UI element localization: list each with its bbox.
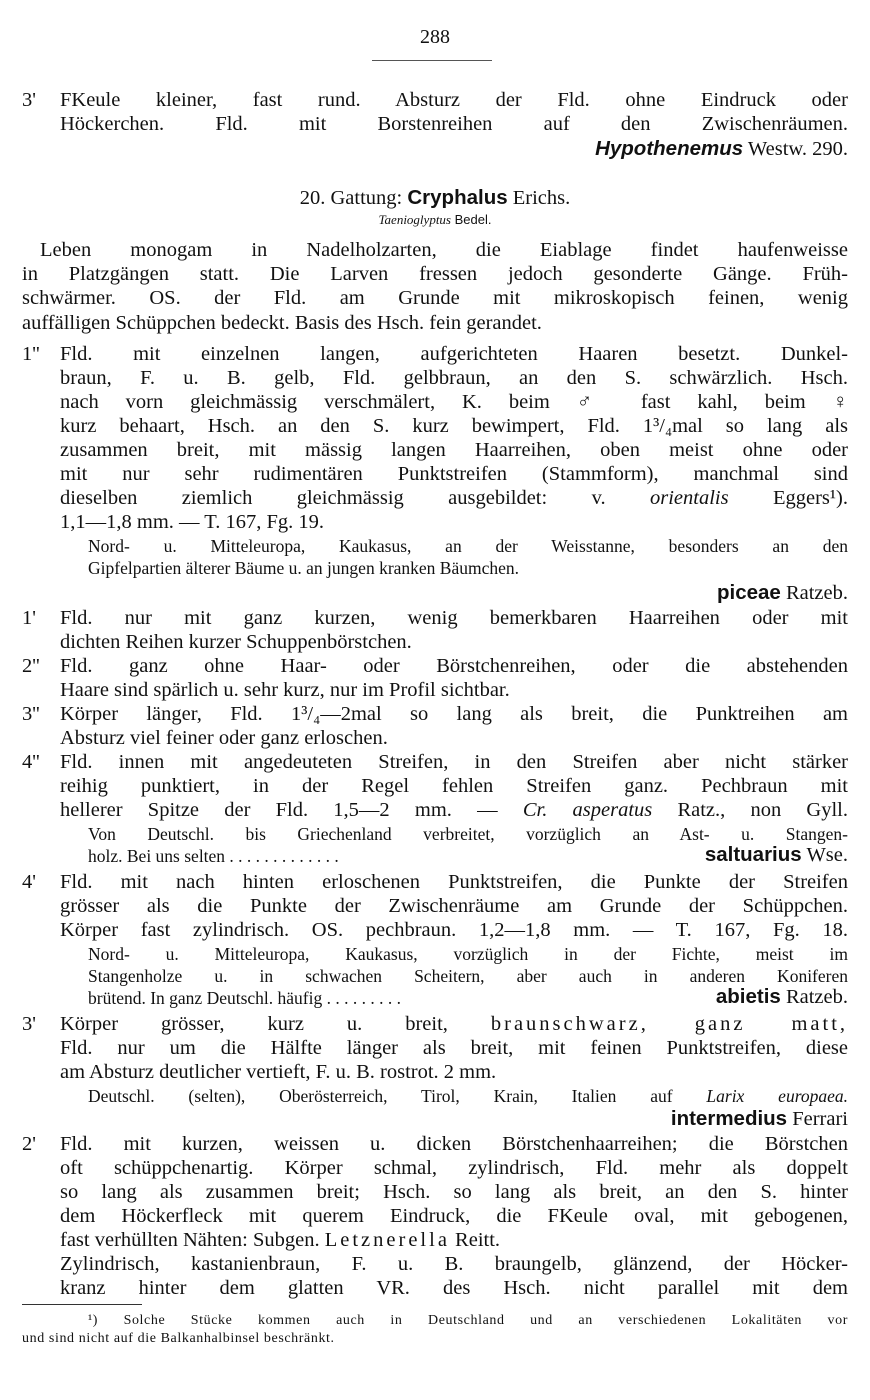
intro-line-1: Leben monogam in Nadelholzarten, die Eiablage findet haufenweisse	[40, 239, 848, 261]
couplet-1a-line-4: kurz behaart, Hsch. an den S. kurz bewimpert, Fld. 1³/₄mal so lang als	[60, 415, 848, 437]
couplet-3a-line-2: Höckerchen. Fld. mit Borstenreihen auf den Zwischenräumen.	[60, 113, 848, 135]
couplet-4a-line-1: 4'' Fld. innen mit angedeuteten Streifen, in den Streifen aber nicht stärker	[22, 751, 848, 773]
couplet-4a-line-3: hellerer Spitze der Fld. 1,5—2 mm. — Cr. asperatus Ratz., non Gyll.	[60, 799, 849, 821]
intro-line-4: auffälligen Schüppchen bedeckt. Basis des Hsch. fein gerandet.	[22, 312, 542, 334]
species-piceae: piceae Ratzeb.	[717, 581, 848, 604]
distribution-saltuarius-1: Von Deutschl. bis Griechenland verbreitet, vorzüglich an Ast- u. Stangen-	[88, 824, 848, 844]
footnote-line-2: und sind nicht auf die Balkanhalbinsel beschränkt.	[22, 1331, 335, 1346]
couplet-2b-line-7: kranz hinter dem glatten VR. des Hsch. nicht parallel mit dem	[60, 1277, 848, 1299]
distribution-abietis-3: brütend. In ganz Deutschl. häufig . . . . . . . . .	[88, 988, 401, 1008]
couplet-1a-line-5: zusammen breit, mit mässig langen Haarreihen, oben meist ohne oder	[60, 439, 848, 461]
distribution-piceae-2: Gipfelpartien älterer Bäume u. an jungen kranken Bäumchen.	[88, 558, 520, 578]
couplet-1a-line-3: nach vorn gleichmässig verschmälert, K. beim ♂ fast kahl, beim ♀	[60, 391, 848, 413]
couplet-4a-line-2: reihig punktiert, in der Regel fehlen Streifen ganz. Pechbraun mit	[60, 775, 848, 797]
distribution-abietis-1: Nord- u. Mitteleuropa, Kaukasus, vorzüglich in der Fichte, meist im	[88, 944, 848, 964]
distribution-intermedius: Deutschl. (selten), Oberösterreich, Tirol, Krain, Italien auf Larix europaea.	[88, 1086, 848, 1106]
couplet-1a-line-8: 1,1—1,8 mm. — T. 167, Fg. 19.	[60, 511, 325, 533]
couplet-2b-line-1: 2' Fld. mit kurzen, weissen u. dicken Börstchenhaarreihen; die Börstchen	[22, 1133, 848, 1155]
intro-line-3: schwärmer. OS. der Fld. am Grunde mit mikroskopisch feinen, wenig	[22, 287, 848, 309]
couplet-1a-line-6: mit nur sehr rudimentären Punktstreifen (Stammform), manchmal sind	[60, 463, 848, 485]
couplet-3a-line-1: 3' FKeule kleiner, fast rund. Absturz der Fld. ohne Eindruck oder	[22, 89, 848, 111]
couplet-3c-line-3: am Absturz deutlicher vertieft, F. u. B. rostrot. 2 mm.	[60, 1061, 497, 1083]
species-abietis: abietis Ratzeb.	[715, 985, 848, 1008]
couplet-4b-line-2: grösser als die Punkte der Zwischenräume am Grunde der Schüppchen.	[60, 895, 848, 917]
distribution-abietis-2: Stangenholze u. in schwachen Scheitern, aber auch in anderen Koniferen	[88, 966, 848, 986]
species-name: saltuarius	[704, 843, 802, 866]
footnote-rule	[22, 1304, 142, 1305]
genus-name: Hypothenemus	[595, 137, 744, 160]
footnote-line-1: ¹) Solche Stücke kommen auch in Deutschland und an verschiedenen Lokalitäten vor	[88, 1313, 848, 1328]
couplet-2b-line-5: fast verhüllten Nähten: Subgen. Letznerella Reitt.	[60, 1229, 501, 1251]
genus-heading-name: Cryphalus	[407, 186, 508, 209]
couplet-3b-line-1: 3'' Körper länger, Fld. 1³/₄—2mal so lang als breit, die Punktreihen am	[22, 703, 848, 725]
species-intermedius: intermedius Ferrari	[670, 1107, 848, 1130]
couplet-4b-line-1: 4' Fld. mit nach hinten erloschenen Punktstreifen, die Punkte der Streifen	[22, 871, 848, 893]
synonym-name: Cr. asperatus	[522, 799, 653, 821]
couplet-3c-line-1: 3' Körper grösser, kurz u. breit, braunschwarz, ganz matt,	[22, 1013, 849, 1035]
couplet-2b-line-2: oft schüppchenartig. Körper schmal, zylindrisch, Fld. mehr als doppelt	[60, 1157, 848, 1179]
header-rule	[372, 60, 492, 61]
couplet-2b-line-3: so lang als zusammen breit; Hsch. so lang als breit, an den S. hinter	[60, 1181, 848, 1203]
couplet-2b-line-4: dem Höckerfleck mit querem Eindruck, die FKeule oval, mit gebogenen,	[60, 1205, 848, 1227]
genus-author: Westw. 290.	[743, 138, 848, 160]
genus-synonym: Taenioglyptus Bedel.	[378, 212, 492, 227]
page-number: 288	[420, 26, 450, 48]
variety-name: orientalis	[650, 487, 729, 509]
species-name: abietis	[715, 985, 781, 1008]
couplet-1a-line-2: braun, F. u. B. gelb, Fld. gelbbraun, an den S. schwärzlich. Hsch.	[60, 367, 848, 389]
couplet-3b-line-2: Absturz viel feiner oder ganz erloschen.	[60, 727, 388, 749]
couplet-2b-line-6: Zylindrisch, kastanienbraun, F. u. B. braungelb, glänzend, der Höcker-	[60, 1253, 848, 1275]
host-plant-name: Larix europaea.	[706, 1086, 848, 1106]
genus-heading: 20. Gattung: Cryphalus Erichs.	[299, 186, 571, 209]
distribution-piceae-1: Nord- u. Mitteleuropa, Kaukasus, an der Weisstanne, besonders an den	[88, 536, 848, 556]
couplet-1b-line-2: dichten Reihen kurzer Schuppenbörstchen.	[60, 631, 412, 653]
species-name: intermedius	[670, 1107, 788, 1130]
couplet-1b-line-1: 1' Fld. nur mit ganz kurzen, wenig bemerkbaren Haarreihen oder mit	[22, 607, 848, 629]
spaced-text: braunschwarz, ganz matt,	[490, 1013, 849, 1035]
couplet-2a-line-2: Haare sind spärlich u. sehr kurz, nur im Profil sichtbar.	[60, 679, 510, 701]
species-name: piceae	[717, 581, 781, 604]
subgenus-name: Letznerella	[324, 1229, 450, 1251]
intro-line-2: in Platzgängen statt. Die Larven fressen jedoch gesonderte Gänge. Früh-	[22, 263, 848, 285]
couplet-1a-line-1: 1'' Fld. mit einzelnen langen, aufgerichteten Haaren besetzt. Dunkel-	[22, 343, 848, 365]
couplet-4b-line-3: Körper fast zylindrisch. OS. pechbraun. 1,2—1,8 mm. — T. 167, Fg. 18.	[60, 919, 848, 941]
genus-reference	[22, 137, 848, 161]
couplet-2a-line-1: 2'' Fld. ganz ohne Haar- oder Börstchenreihen, oder die abstehenden	[22, 655, 848, 677]
species-saltuarius: saltuarius Wse.	[704, 843, 848, 866]
couplet-1a-line-7: dieselben ziemlich gleichmässig ausgebildet: v. orientalis Eggers¹).	[60, 487, 848, 509]
couplet-number: 3'	[22, 89, 36, 111]
distribution-saltuarius-2: holz. Bei uns selten . . . . . . . . . . . . .	[88, 846, 339, 866]
couplet-3c-line-2: Fld. nur um die Hälfte länger als breit, mit feinen Punktstreifen, diese	[60, 1037, 848, 1059]
